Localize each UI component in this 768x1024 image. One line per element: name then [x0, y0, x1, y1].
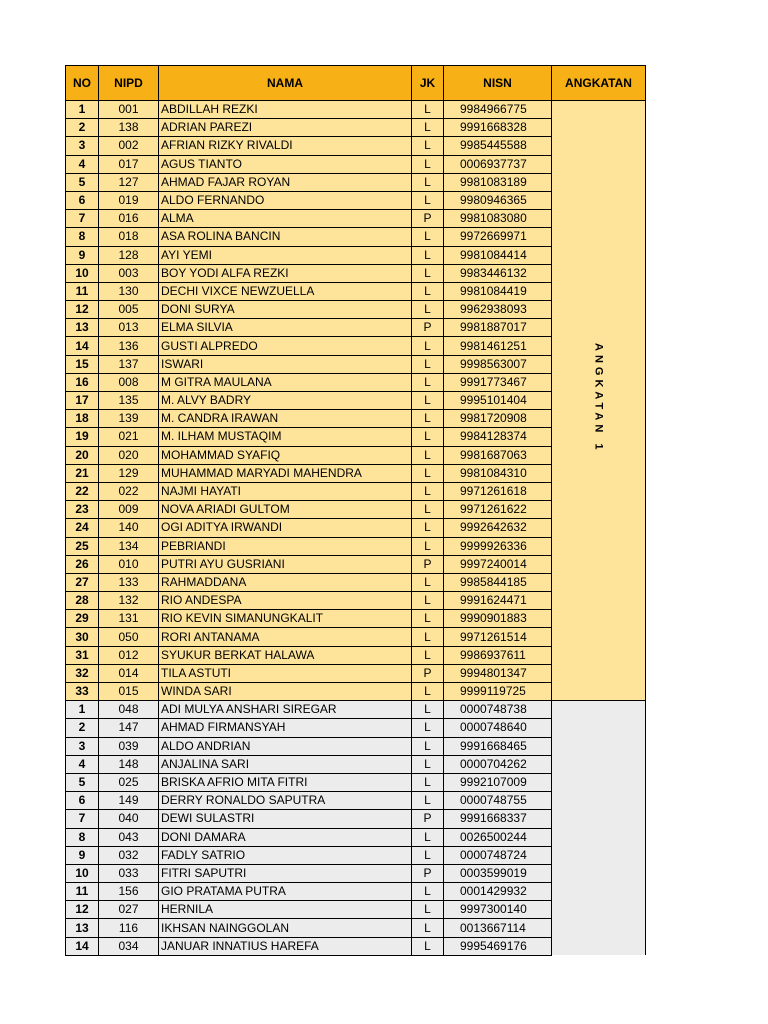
cell-jk: L — [412, 264, 444, 282]
cell-nama: AHMAD FAJAR ROYAN — [159, 173, 412, 191]
cell-nisn: 0000704262 — [444, 755, 552, 773]
cell-nama: JANUAR INNATIUS HAREFA — [159, 937, 412, 955]
cell-nisn: 9991668465 — [444, 737, 552, 755]
cell-jk: L — [412, 301, 444, 319]
cell-nisn: 9992107009 — [444, 773, 552, 791]
cell-no: 9 — [66, 846, 99, 864]
cell-no: 10 — [66, 864, 99, 882]
cell-nama: M GITRA MAULANA — [159, 373, 412, 391]
cell-no: 15 — [66, 355, 99, 373]
cell-no: 4 — [66, 155, 99, 173]
table-row — [66, 101, 646, 119]
cell-nisn: 9998563007 — [444, 355, 552, 373]
cell-nisn: 9984128374 — [444, 428, 552, 446]
cell-jk: L — [412, 573, 444, 591]
col-header-nama: NAMA — [159, 66, 412, 101]
cell-no: 12 — [66, 901, 99, 919]
cell-nama: FADLY SATRIO — [159, 846, 412, 864]
cell-nisn: 0000748738 — [444, 701, 552, 719]
cell-nipd: 116 — [99, 919, 159, 937]
cell-nama: M. ALVY BADRY — [159, 392, 412, 410]
cell-nisn: 9971261622 — [444, 501, 552, 519]
cell-nama: DEWI SULASTRI — [159, 810, 412, 828]
cell-nama: DONI DAMARA — [159, 828, 412, 846]
cell-nipd: 014 — [99, 664, 159, 682]
cell-nama: ASA ROLINA BANCIN — [159, 228, 412, 246]
cell-nipd: 127 — [99, 173, 159, 191]
cell-nipd: 133 — [99, 573, 159, 591]
cell-no: 6 — [66, 792, 99, 810]
cell-nipd: 140 — [99, 519, 159, 537]
cell-no: 11 — [66, 282, 99, 300]
cell-nama: TILA ASTUTI — [159, 664, 412, 682]
cell-nipd: 022 — [99, 482, 159, 500]
cell-nama: HERNILA — [159, 901, 412, 919]
cell-no: 1 — [66, 701, 99, 719]
student-table — [65, 65, 646, 956]
cell-nisn: 9992642632 — [444, 519, 552, 537]
cell-nama: ELMA SILVIA — [159, 319, 412, 337]
cell-no: 18 — [66, 410, 99, 428]
cell-nipd: 010 — [99, 555, 159, 573]
cell-nisn: 9971261514 — [444, 628, 552, 646]
cell-nipd: 008 — [99, 373, 159, 391]
cell-nama: FITRI SAPUTRI — [159, 864, 412, 882]
cell-nipd: 136 — [99, 337, 159, 355]
cell-no: 30 — [66, 628, 99, 646]
cell-nama: SYUKUR BERKAT HALAWA — [159, 646, 412, 664]
cell-nisn: 0000748724 — [444, 846, 552, 864]
cell-jk: L — [412, 282, 444, 300]
cell-nipd: 050 — [99, 628, 159, 646]
cell-nisn: 9991773467 — [444, 373, 552, 391]
angkatan-group-cell — [552, 101, 646, 701]
cell-jk: L — [412, 919, 444, 937]
cell-jk: P — [412, 864, 444, 882]
cell-nisn: 9995469176 — [444, 937, 552, 955]
cell-jk: L — [412, 901, 444, 919]
cell-no: 16 — [66, 373, 99, 391]
cell-no: 6 — [66, 191, 99, 209]
cell-jk: L — [412, 537, 444, 555]
cell-nama: PUTRI AYU GUSRIANI — [159, 555, 412, 573]
cell-nipd: 032 — [99, 846, 159, 864]
cell-jk: L — [412, 410, 444, 428]
cell-nipd: 016 — [99, 210, 159, 228]
cell-no: 26 — [66, 555, 99, 573]
cell-no: 33 — [66, 683, 99, 701]
cell-nisn: 9962938093 — [444, 301, 552, 319]
cell-jk: L — [412, 246, 444, 264]
cell-jk: L — [412, 155, 444, 173]
cell-no: 12 — [66, 301, 99, 319]
cell-no: 11 — [66, 883, 99, 901]
cell-nisn: 9971261618 — [444, 482, 552, 500]
cell-nisn: 9990901883 — [444, 610, 552, 628]
cell-nama: AYI YEMI — [159, 246, 412, 264]
cell-nipd: 134 — [99, 537, 159, 555]
cell-nisn: 9980946365 — [444, 191, 552, 209]
col-header-jk: JK — [412, 66, 444, 101]
cell-nipd: 039 — [99, 737, 159, 755]
cell-nama: AGUS TIANTO — [159, 155, 412, 173]
cell-no: 22 — [66, 482, 99, 500]
cell-jk: L — [412, 173, 444, 191]
cell-no: 27 — [66, 573, 99, 591]
cell-nipd: 033 — [99, 864, 159, 882]
cell-nisn: 0013667114 — [444, 919, 552, 937]
table-header — [66, 66, 646, 101]
cell-nipd: 132 — [99, 592, 159, 610]
cell-nipd: 128 — [99, 246, 159, 264]
cell-nisn: 9999926336 — [444, 537, 552, 555]
cell-jk: L — [412, 773, 444, 791]
cell-nama: DERRY RONALDO SAPUTRA — [159, 792, 412, 810]
cell-nisn: 9985445588 — [444, 137, 552, 155]
cell-no: 28 — [66, 592, 99, 610]
cell-jk: P — [412, 555, 444, 573]
cell-nisn: 9991668328 — [444, 119, 552, 137]
cell-nama: NAJMI HAYATI — [159, 482, 412, 500]
cell-nama: ALDO ANDRIAN — [159, 737, 412, 755]
cell-nipd: 130 — [99, 282, 159, 300]
cell-nama: ISWARI — [159, 355, 412, 373]
cell-jk: P — [412, 319, 444, 337]
cell-nipd: 149 — [99, 792, 159, 810]
cell-nisn: 9985844185 — [444, 573, 552, 591]
cell-nipd: 034 — [99, 937, 159, 955]
cell-no: 32 — [66, 664, 99, 682]
cell-nama: RAHMADDANA — [159, 573, 412, 591]
cell-nisn: 0000748755 — [444, 792, 552, 810]
cell-nisn: 9997300140 — [444, 901, 552, 919]
col-header-no: NO — [66, 66, 99, 101]
cell-nipd: 138 — [99, 119, 159, 137]
cell-no: 17 — [66, 392, 99, 410]
cell-nipd: 001 — [99, 101, 159, 119]
cell-nama: BOY YODI ALFA REZKI — [159, 264, 412, 282]
cell-no: 14 — [66, 937, 99, 955]
cell-jk: P — [412, 210, 444, 228]
cell-nama: RIO ANDESPA — [159, 592, 412, 610]
cell-jk: L — [412, 846, 444, 864]
cell-nipd: 027 — [99, 901, 159, 919]
cell-nisn: 9981461251 — [444, 337, 552, 355]
cell-nama: AFRIAN RIZKY RIVALDI — [159, 137, 412, 155]
cell-nama: M. ILHAM MUSTAQIM — [159, 428, 412, 446]
cell-nipd: 018 — [99, 228, 159, 246]
cell-jk: L — [412, 392, 444, 410]
cell-nama: DONI SURYA — [159, 301, 412, 319]
cell-nama: GIO PRATAMA PUTRA — [159, 883, 412, 901]
cell-no: 9 — [66, 246, 99, 264]
cell-no: 7 — [66, 210, 99, 228]
cell-nama: ADRIAN PAREZI — [159, 119, 412, 137]
cell-jk: L — [412, 101, 444, 119]
cell-no: 13 — [66, 319, 99, 337]
cell-nisn: 9972669971 — [444, 228, 552, 246]
cell-nisn: 9981084414 — [444, 246, 552, 264]
cell-no: 5 — [66, 773, 99, 791]
col-header-nisn: NISN — [444, 66, 552, 101]
cell-nipd: 002 — [99, 137, 159, 155]
cell-no: 4 — [66, 755, 99, 773]
cell-no: 14 — [66, 337, 99, 355]
cell-nisn: 9991668337 — [444, 810, 552, 828]
cell-nipd: 020 — [99, 446, 159, 464]
cell-nisn: 9981083080 — [444, 210, 552, 228]
cell-nisn: 0006937737 — [444, 155, 552, 173]
cell-nisn: 9981720908 — [444, 410, 552, 428]
cell-jk: P — [412, 664, 444, 682]
cell-nipd: 017 — [99, 155, 159, 173]
cell-nama: WINDA SARI — [159, 683, 412, 701]
cell-jk: L — [412, 355, 444, 373]
cell-nama: IKHSAN NAINGGOLAN — [159, 919, 412, 937]
cell-jk: L — [412, 828, 444, 846]
cell-nisn: 0026500244 — [444, 828, 552, 846]
cell-nisn: 9994801347 — [444, 664, 552, 682]
cell-nama: ALDO FERNANDO — [159, 191, 412, 209]
cell-nisn: 9984966775 — [444, 101, 552, 119]
cell-nipd: 012 — [99, 646, 159, 664]
cell-nisn: 0003599019 — [444, 864, 552, 882]
table-row — [66, 701, 646, 719]
angkatan-group-cell — [552, 701, 646, 956]
col-header-angkatan: ANGKATAN — [552, 66, 646, 101]
cell-nama: MUHAMMAD MARYADI MAHENDRA — [159, 464, 412, 482]
cell-nama: RIO KEVIN SIMANUNGKALIT — [159, 610, 412, 628]
cell-nipd: 003 — [99, 264, 159, 282]
cell-nipd: 013 — [99, 319, 159, 337]
cell-no: 7 — [66, 810, 99, 828]
cell-jk: L — [412, 519, 444, 537]
cell-no: 29 — [66, 610, 99, 628]
cell-no: 23 — [66, 501, 99, 519]
cell-jk: L — [412, 482, 444, 500]
cell-jk: L — [412, 628, 444, 646]
cell-jk: L — [412, 228, 444, 246]
cell-nisn: 9999119725 — [444, 683, 552, 701]
cell-jk: L — [412, 883, 444, 901]
cell-jk: L — [412, 592, 444, 610]
cell-no: 8 — [66, 828, 99, 846]
cell-nipd: 148 — [99, 755, 159, 773]
col-header-nipd: NIPD — [99, 66, 159, 101]
cell-jk: L — [412, 337, 444, 355]
cell-jk: L — [412, 737, 444, 755]
cell-nipd: 135 — [99, 392, 159, 410]
cell-nipd: 015 — [99, 683, 159, 701]
cell-nama: MOHAMMAD SYAFIQ — [159, 446, 412, 464]
cell-jk: L — [412, 610, 444, 628]
cell-nama: NOVA ARIADI GULTOM — [159, 501, 412, 519]
cell-jk: L — [412, 191, 444, 209]
cell-nama: ALMA — [159, 210, 412, 228]
cell-nama: PEBRIANDI — [159, 537, 412, 555]
cell-nipd: 129 — [99, 464, 159, 482]
cell-nipd: 019 — [99, 191, 159, 209]
cell-no: 3 — [66, 137, 99, 155]
cell-no: 24 — [66, 519, 99, 537]
cell-no: 5 — [66, 173, 99, 191]
cell-nipd: 131 — [99, 610, 159, 628]
angkatan-group-label: ANGKATAN 1 — [592, 342, 605, 454]
cell-jk: L — [412, 755, 444, 773]
cell-nama: ANJALINA SARI — [159, 755, 412, 773]
cell-nipd: 040 — [99, 810, 159, 828]
cell-nisn: 0001429932 — [444, 883, 552, 901]
cell-nipd: 043 — [99, 828, 159, 846]
cell-nama: M. CANDRA IRAWAN — [159, 410, 412, 428]
cell-nisn: 9981084310 — [444, 464, 552, 482]
cell-nipd: 005 — [99, 301, 159, 319]
cell-nipd: 009 — [99, 501, 159, 519]
cell-jk: L — [412, 719, 444, 737]
cell-no: 1 — [66, 101, 99, 119]
cell-nipd: 139 — [99, 410, 159, 428]
cell-nipd: 137 — [99, 355, 159, 373]
cell-no: 19 — [66, 428, 99, 446]
table-body — [66, 101, 646, 956]
cell-jk: L — [412, 119, 444, 137]
cell-jk: L — [412, 937, 444, 955]
cell-no: 2 — [66, 119, 99, 137]
cell-nama: AHMAD FIRMANSYAH — [159, 719, 412, 737]
cell-nama: GUSTI ALPREDO — [159, 337, 412, 355]
cell-jk: L — [412, 701, 444, 719]
cell-no: 13 — [66, 919, 99, 937]
cell-nisn: 9981887017 — [444, 319, 552, 337]
cell-jk: L — [412, 501, 444, 519]
cell-jk: L — [412, 446, 444, 464]
cell-nisn: 9986937611 — [444, 646, 552, 664]
cell-no: 20 — [66, 446, 99, 464]
cell-nisn: 9981084419 — [444, 282, 552, 300]
cell-nama: BRISKA AFRIO MITA FITRI — [159, 773, 412, 791]
cell-nisn: 9991624471 — [444, 592, 552, 610]
cell-nipd: 147 — [99, 719, 159, 737]
cell-nisn: 9983446132 — [444, 264, 552, 282]
cell-nipd: 021 — [99, 428, 159, 446]
cell-nama: DECHI VIXCE NEWZUELLA — [159, 282, 412, 300]
cell-nama: OGI ADITYA IRWANDI — [159, 519, 412, 537]
cell-nipd: 048 — [99, 701, 159, 719]
cell-nipd: 156 — [99, 883, 159, 901]
cell-nisn: 9997240014 — [444, 555, 552, 573]
cell-no: 8 — [66, 228, 99, 246]
cell-jk: L — [412, 137, 444, 155]
cell-jk: L — [412, 792, 444, 810]
cell-nisn: 0000748640 — [444, 719, 552, 737]
cell-nisn: 9981083189 — [444, 173, 552, 191]
cell-nama: RORI ANTANAMA — [159, 628, 412, 646]
cell-no: 25 — [66, 537, 99, 555]
cell-nisn: 9995101404 — [444, 392, 552, 410]
cell-jk: L — [412, 464, 444, 482]
cell-no: 21 — [66, 464, 99, 482]
cell-jk: P — [412, 810, 444, 828]
cell-no: 3 — [66, 737, 99, 755]
cell-no: 31 — [66, 646, 99, 664]
cell-no: 10 — [66, 264, 99, 282]
cell-jk: L — [412, 428, 444, 446]
cell-jk: L — [412, 646, 444, 664]
cell-jk: L — [412, 683, 444, 701]
cell-nama: ABDILLAH REZKI — [159, 101, 412, 119]
cell-nipd: 025 — [99, 773, 159, 791]
cell-no: 2 — [66, 719, 99, 737]
cell-nisn: 9981687063 — [444, 446, 552, 464]
cell-jk: L — [412, 373, 444, 391]
cell-nama: ADI MULYA ANSHARI SIREGAR — [159, 701, 412, 719]
